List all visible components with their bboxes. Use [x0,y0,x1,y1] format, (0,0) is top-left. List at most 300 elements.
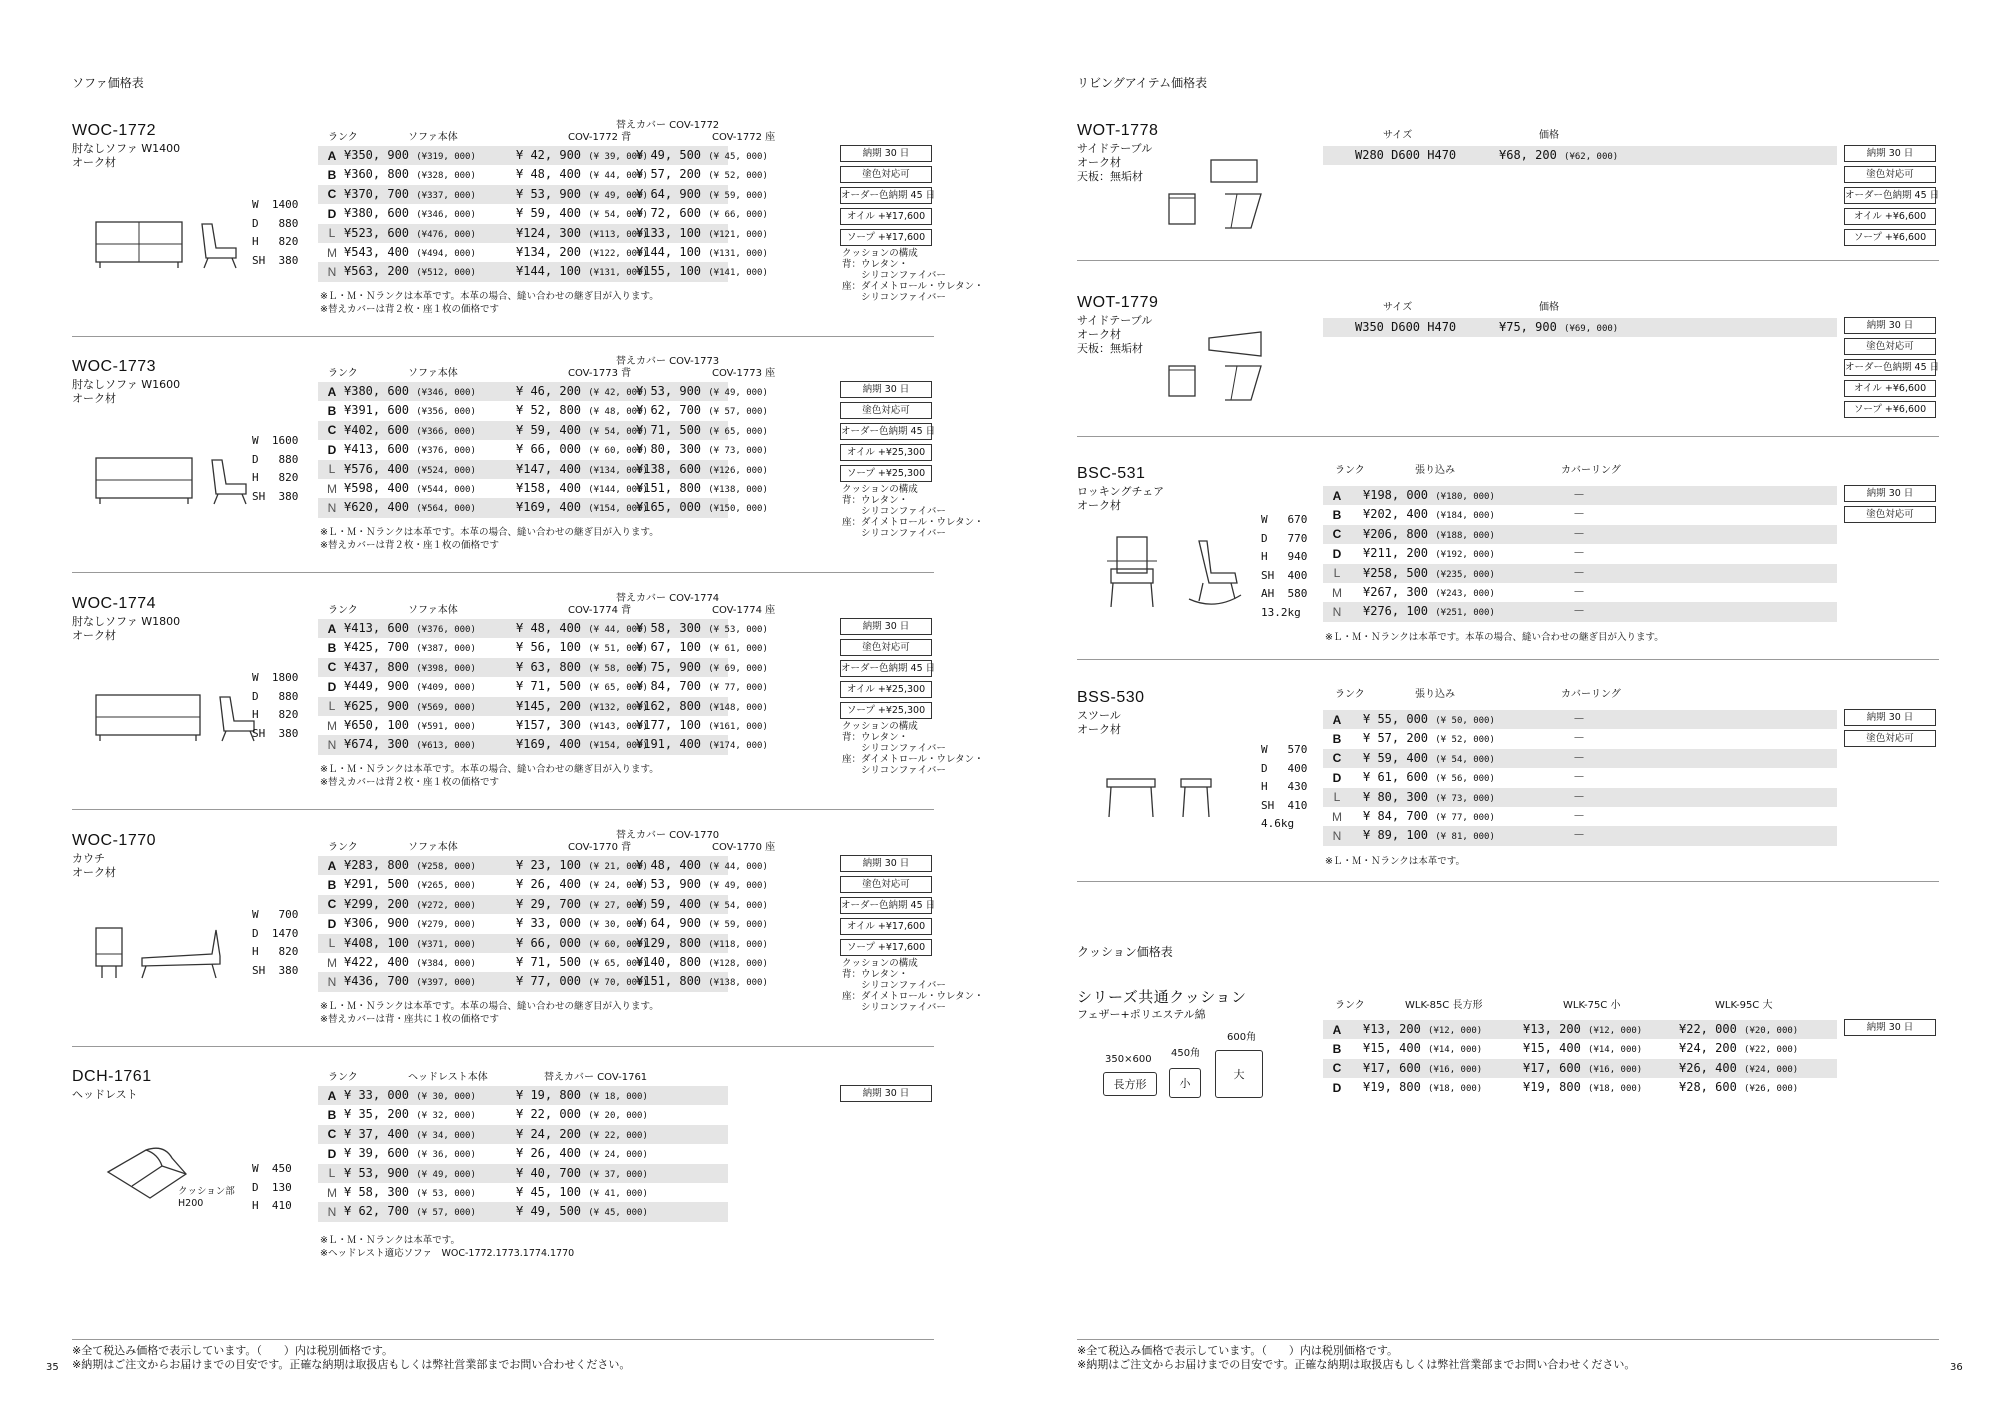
price: ¥674, 300 [344,737,410,752]
price: ¥306, 900 [344,916,410,931]
price: ¥ 33, 000 [344,1088,410,1102]
rank-cell: A [327,1088,337,1103]
cover-back-price-cell [516,421,648,440]
rank-cell: L [328,699,336,714]
price-excl-tax: (¥ 60, 000) [588,939,648,950]
price-excl-tax: (¥14, 000) [1588,1045,1643,1056]
body-price-cell [344,1105,476,1124]
body-price-cell [344,401,476,420]
rank-cell: B [327,878,337,893]
price: ¥ 62, 700 [636,403,702,418]
price-excl-tax: (¥591, 000) [416,721,476,732]
price: ¥ 59, 400 [636,896,702,911]
price-excl-tax: (¥144, 000) [588,484,648,495]
note-line: ※替えカバーは背２枚・座１枚の価格です [320,540,499,551]
cushion-composition [842,958,984,1013]
size-cell: W350 D600 H470 [1355,320,1457,334]
body-price-cell [344,638,476,657]
cushion-line: 背：ウレタン・ [842,495,909,506]
price-excl-tax: (¥ 52, 000) [708,171,768,182]
option-badges [1844,709,1936,751]
cover-back-price-cell [516,401,648,420]
upholstery-price-cell [1363,807,1495,826]
body-price-cell [344,440,476,459]
rank-cell: N [327,1205,337,1220]
product-description [72,615,180,643]
table-row [318,658,768,677]
body-price-cell [344,1144,476,1163]
column-header-rank: ランク [328,132,358,143]
price-excl-tax: (¥ 59, 000) [708,920,768,931]
price-excl-tax: (¥409, 000) [416,683,476,694]
price-table [318,1086,728,1222]
price: ¥ 42, 900 [516,148,582,162]
price-excl-tax: (¥ 30, 000) [416,1092,476,1102]
cushion-size-label: 350×600 [1105,1054,1152,1065]
body-price-cell [344,382,476,401]
price: ¥144, 100 [636,244,702,259]
rank-cell: A [1332,712,1342,727]
table-row [318,185,768,204]
cover-seat-price-cell [636,262,768,281]
price-excl-tax: (¥ 54, 000) [588,210,648,221]
cushion-line: 座：ダイメトロール・ウレタン・ [842,281,984,292]
cover-back-price-cell [516,1202,648,1221]
body-price-cell [344,1202,476,1221]
price-excl-tax: (¥174, 000) [708,741,768,752]
option-badge: 塗色対応可 [840,402,932,419]
price: ¥ 84, 700 [1363,808,1429,823]
cover-seat-price-cell [636,243,768,262]
rank-cell: M [1332,809,1342,824]
upholstery-price-cell [1363,505,1495,524]
body-price-cell [344,1125,476,1144]
price-excl-tax: (¥ 45, 000) [588,1208,648,1219]
covering-cell: － [1573,584,1586,599]
column-header-cover-back: COV-1772 背 [568,132,632,143]
option-badge: ソープ +¥25,300 [840,702,932,719]
option-badge: 塗色対応可 [840,876,932,893]
option-badge: 塗色対応可 [1844,338,1936,355]
price: ¥523, 600 [344,225,410,240]
price-excl-tax: (¥376, 000) [416,446,476,457]
price-excl-tax: (¥512, 000) [416,268,476,279]
price-excl-tax: (¥613, 000) [416,741,476,752]
product-description [72,378,180,406]
price: ¥ 40, 700 [516,1165,582,1180]
body-price-cell [344,1164,476,1183]
cover-back-price-cell [516,856,648,875]
wlk75c-price-cell [1523,1059,1642,1078]
price-excl-tax: (¥524, 000) [416,465,476,476]
body-price-cell [344,479,476,498]
note-line: ※替えカバーは背・座共に１枚の価格です [320,1014,499,1025]
column-header-cover-back: COV-1774 背 [568,605,632,616]
section-divider [72,572,934,573]
description-line: オーク材 [72,156,116,169]
cover-back-price-cell [516,440,648,459]
product-code: シリーズ共通クッション [1077,989,1247,1006]
cover-seat-price-cell [636,953,768,972]
product-block-woc-1772 [72,120,984,352]
wlk95c-price-cell [1679,1078,1798,1097]
price: ¥68, 200 [1499,148,1557,162]
upholstery-price-cell [1363,564,1495,583]
product-block-wot-1778 [1077,122,1939,282]
table-row [1323,486,1837,505]
covering-cell: － [1573,770,1586,785]
price-excl-tax: (¥371, 000) [416,939,476,950]
price: ¥620, 400 [344,500,410,515]
product-code: WOT-1778 [1077,122,1159,139]
price-excl-tax: (¥ 44, 000) [708,862,768,872]
product-code: WOC-1774 [72,595,157,612]
table-notes [1325,855,1465,868]
option-badge: オーダー色納期 45 日 [840,897,932,914]
price-excl-tax: (¥ 69, 000) [708,663,768,674]
price-excl-tax: (¥62, 000) [1564,152,1619,162]
price: ¥155, 100 [636,264,702,279]
price-excl-tax: (¥356, 000) [416,407,476,418]
option-badge: オーダー色納期 45 日 [840,187,932,204]
table-row [318,1202,728,1221]
wlk75c-price-cell [1523,1020,1642,1039]
price-excl-tax: (¥376, 000) [416,625,476,635]
price-excl-tax: (¥ 81, 000) [1435,832,1495,843]
rank-cell: C [327,423,337,438]
price: ¥ 59, 400 [516,422,582,437]
column-header-body: ソファ本体 [408,842,458,853]
covering-cell: － [1573,488,1586,502]
cushion-line: 座：ダイメトロール・ウレタン・ [842,754,984,765]
rank-cell: D [327,206,337,221]
product-description [72,142,180,170]
body-price-cell [344,658,476,677]
covering-cell: － [1573,526,1586,541]
rank-cell: D [1332,770,1342,785]
price: ¥206, 800 [1363,526,1429,541]
price-excl-tax: (¥ 37, 000) [588,1169,648,1180]
description-line: オーク材 [72,392,116,405]
cover-back-price-cell [516,953,648,972]
table-row [318,224,768,243]
footnote-tax: ※全て税込み価格で表示しています。（ ）内は税別価格です。 [1077,1344,1398,1357]
price-table [318,146,768,282]
option-badges [1844,145,1940,250]
rank-cell: M [327,481,337,496]
upholstery-price-cell [1363,729,1495,748]
column-header-wlk75c: WLK-75C 小 [1563,1000,1621,1011]
price-excl-tax: (¥ 53, 000) [416,1188,476,1199]
cushion-section-title: クッション価格表 [1077,945,1173,959]
table-row [1323,710,1837,729]
option-badge: オーダー色納期 45 日 [1844,187,1936,204]
wlk85c-price-cell [1363,1020,1482,1039]
price: ¥ 64, 900 [636,186,702,201]
product-description [1077,709,1121,737]
column-header-rank: ランク [328,605,358,616]
price-excl-tax: (¥ 51, 000) [588,644,648,655]
rank-cell: C [327,187,337,202]
cover-back-price-cell [516,1086,648,1105]
note-line: ※Ｌ・Ｍ・Ｎランクは本革です。本革の場合、縫い合わせの継ぎ目が入ります。 [1325,632,1664,643]
rocking-chair-sketch-icon [1103,533,1243,613]
rank-cell: C [1332,527,1342,542]
option-badge: 塗色対応可 [840,166,932,183]
price: ¥ 49, 500 [636,148,702,162]
price: ¥19, 800 [1523,1080,1581,1095]
cover-seat-price-cell [636,856,768,875]
option-badge: オーダー色納期 45 日 [1844,359,1936,376]
price: ¥ 57, 200 [1363,731,1429,746]
description-line: オーク材 [1077,328,1121,341]
price: ¥299, 200 [344,896,410,911]
price: ¥ 80, 300 [636,442,702,457]
price: ¥ 46, 200 [516,384,582,398]
cover-seat-price-cell [636,934,768,953]
product-code: WOC-1772 [72,122,157,139]
price-excl-tax: (¥ 44, 000) [588,171,648,182]
cover-back-price-cell [516,934,648,953]
cover-seat-price-cell [636,204,768,223]
option-badges [1844,1019,1936,1040]
price-excl-tax: (¥ 57, 000) [708,407,768,418]
cover-back-price-cell [516,224,648,243]
price-excl-tax: (¥18, 000) [1588,1084,1643,1095]
price: ¥563, 200 [344,264,410,279]
table-row [318,697,768,716]
cushion-size-chip: 小 [1169,1068,1201,1098]
price-excl-tax: (¥ 77, 000) [1435,812,1495,823]
cover-seat-price-cell [636,875,768,894]
rank-cell: A [1332,1022,1342,1037]
column-header-wlk85c: WLK-85C 長方形 [1405,1000,1483,1011]
wlk95c-price-cell [1679,1059,1798,1078]
body-price-cell [344,421,476,440]
description-line: ヘッドレスト [72,1088,138,1101]
price: ¥124, 300 [516,225,582,240]
price-excl-tax: (¥398, 000) [416,663,476,674]
wlk95c-price-cell [1679,1020,1798,1039]
price-excl-tax: (¥18, 000) [1428,1084,1483,1095]
cover-seat-price-cell [636,735,768,754]
price-excl-tax: (¥ 49, 000) [708,388,768,398]
cover-back-price-cell [516,165,648,184]
price-excl-tax: (¥154, 000) [588,741,648,752]
covering-cell: － [1573,808,1586,823]
price-excl-tax: (¥138, 000) [708,484,768,495]
price: ¥380, 600 [344,384,410,398]
rank-cell: N [327,265,337,280]
column-header-cover-seat: COV-1772 座 [712,132,776,143]
price: ¥13, 200 [1363,1022,1421,1036]
price-excl-tax: (¥243, 000) [1435,588,1495,599]
table-row [1323,1059,1837,1078]
table-row [318,440,768,459]
price: ¥650, 100 [344,717,410,732]
price-excl-tax: (¥346, 000) [416,210,476,221]
option-badges [840,145,936,250]
table-row [318,895,768,914]
price: ¥425, 700 [344,640,410,655]
price-excl-tax: (¥143, 000) [588,721,648,732]
side-table-sketch-icon [1167,330,1277,402]
covering-cell: － [1573,789,1586,804]
column-header-cover-seat: COV-1774 座 [712,605,776,616]
cover-back-price-cell [516,146,648,165]
rank-cell: D [1332,546,1342,561]
price-excl-tax: (¥24, 000) [1744,1064,1799,1075]
price-table [1323,710,1837,846]
rank-cell: N [327,975,337,990]
covering-cell: － [1573,750,1586,765]
price: ¥17, 600 [1523,1060,1581,1075]
table-row [318,382,768,401]
body-price-cell [344,460,476,479]
cushion-line: 座：ダイメトロール・ウレタン・ [842,517,984,528]
note-line: ※Ｌ・Ｍ・Ｎランクは本革です。 [1325,856,1466,867]
price-excl-tax: (¥69, 000) [1564,324,1619,334]
cover-back-price-cell [516,243,648,262]
cover-seat-price-cell [636,972,768,991]
stool-sketch-icon [1103,773,1223,823]
column-header-size: サイズ [1383,302,1413,313]
note-line: ※Ｌ・Ｍ・Ｎランクは本革です。本革の場合、縫い合わせの継ぎ目が入ります。 [320,527,659,538]
option-badge: 塗色対応可 [1844,506,1936,523]
cover-back-price-cell [516,972,648,991]
price-excl-tax: (¥ 42, 000) [588,388,648,398]
cushion-composition [842,248,984,303]
product-description [1077,314,1152,356]
description-line: サイドテーブル [1077,314,1153,327]
price: ¥413, 600 [344,621,410,635]
option-badge: 納期 30 日 [840,618,932,635]
product-code: BSC-531 [1077,465,1146,482]
price-table [1323,1020,1837,1098]
table-row [1323,1039,1837,1058]
option-badges [1844,317,1940,422]
price: ¥ 52, 800 [516,403,582,418]
column-header-size: サイズ [1383,130,1413,141]
price: ¥162, 800 [636,698,702,713]
table-row [1323,768,1837,787]
note-line: ※Ｌ・Ｍ・Ｎランクは本革です。本革の場合、縫い合わせの継ぎ目が入ります。 [320,291,659,302]
cushion-line: 背：ウレタン・ [842,732,909,743]
price-excl-tax: (¥ 54, 000) [708,900,768,911]
price: ¥ 49, 500 [516,1204,582,1219]
price: ¥202, 400 [1363,507,1429,522]
price: ¥ 77, 000 [516,974,582,989]
cover-seat-price-cell [636,460,768,479]
option-badge: 納期 30 日 [1844,1019,1936,1036]
table-notes [320,1234,574,1260]
price-excl-tax: (¥328, 000) [416,171,476,182]
price: ¥ 63, 800 [516,659,582,674]
table-row [1323,583,1837,602]
cover-seat-price-cell [636,619,768,638]
body-price-cell [344,204,476,223]
price: ¥28, 600 [1679,1080,1737,1095]
price: ¥ 58, 300 [344,1184,410,1199]
rank-cell: M [327,1185,337,1200]
price-excl-tax: (¥118, 000) [708,939,768,950]
note-line: ※Ｌ・Ｍ・Ｎランクは本革です。 [320,1235,461,1246]
price-excl-tax: (¥ 50, 000) [1435,716,1495,726]
left-footnotes [72,1344,630,1372]
cover-back-price-cell [516,658,648,677]
table-row [318,856,768,875]
cover-seat-price-cell [636,677,768,696]
table-row [318,165,768,184]
price: ¥13, 200 [1523,1022,1581,1036]
body-price-cell [344,185,476,204]
price: ¥ 80, 300 [1363,789,1429,804]
price-excl-tax: (¥ 49, 000) [708,881,768,892]
price-excl-tax: (¥ 54, 000) [1435,754,1495,765]
section-divider [72,1046,934,1047]
table-row [318,934,768,953]
price-excl-tax: (¥ 53, 000) [708,625,768,635]
cover-seat-price-cell [636,498,768,517]
wlk85c-price-cell [1363,1039,1482,1058]
price: ¥ 29, 700 [516,896,582,911]
price-excl-tax: (¥476, 000) [416,229,476,240]
cover-seat-price-cell [636,479,768,498]
option-badge: 納期 30 日 [840,855,932,872]
option-badge: ソープ +¥6,600 [1844,401,1936,418]
sketch-label-line: クッション部 [178,1186,235,1197]
price-excl-tax: (¥494, 000) [416,248,476,259]
price-table [318,856,768,992]
table-row [318,262,768,281]
cushion-size-label: 450角 [1171,1048,1201,1059]
note-line: ※Ｌ・Ｍ・Ｎランクは本革です。本革の場合、縫い合わせの継ぎ目が入ります。 [320,764,659,775]
price-excl-tax: (¥ 36, 000) [416,1150,476,1161]
price: ¥598, 400 [344,480,410,495]
description-line: オーク材 [72,866,116,879]
price-excl-tax: (¥ 59, 000) [708,190,768,201]
price-excl-tax: (¥141, 000) [708,268,768,279]
price-excl-tax: (¥397, 000) [416,978,476,989]
price-excl-tax: (¥128, 000) [708,958,768,969]
price: ¥17, 600 [1363,1060,1421,1075]
product-description [1077,142,1152,184]
cushion-line: シリコンファイバー [842,980,946,991]
product-block-bss-530 [1077,689,1939,889]
footer-rule [1077,1339,1939,1340]
price: ¥ 56, 100 [516,640,582,655]
price: ¥ 59, 400 [516,206,582,221]
footnote-delivery: ※納期はご注文からお届けまでの目安です。正確な納期は取扱店もしくは弊社営業部までお問い合わせください。 [72,1358,631,1371]
price-excl-tax: (¥22, 000) [1744,1045,1799,1056]
cover-back-price-cell [516,382,648,401]
cover-back-price-cell [516,204,648,223]
option-badges [840,1085,932,1106]
price: ¥ 71, 500 [516,679,582,694]
price: ¥267, 300 [1363,584,1429,599]
price-excl-tax: (¥ 58, 000) [588,663,648,674]
description-line: 天板：無垢材 [1077,170,1143,183]
price-excl-tax: (¥ 49, 000) [416,1169,476,1180]
table-row [318,1086,728,1105]
page-number: 35 [46,1362,59,1373]
table-row [318,498,768,517]
cover-seat-price-cell [636,146,768,165]
cover-seat-price-cell [636,401,768,420]
wlk85c-price-cell [1363,1059,1482,1078]
price-excl-tax: (¥235, 000) [1435,569,1495,580]
price-excl-tax: (¥251, 000) [1435,608,1495,619]
